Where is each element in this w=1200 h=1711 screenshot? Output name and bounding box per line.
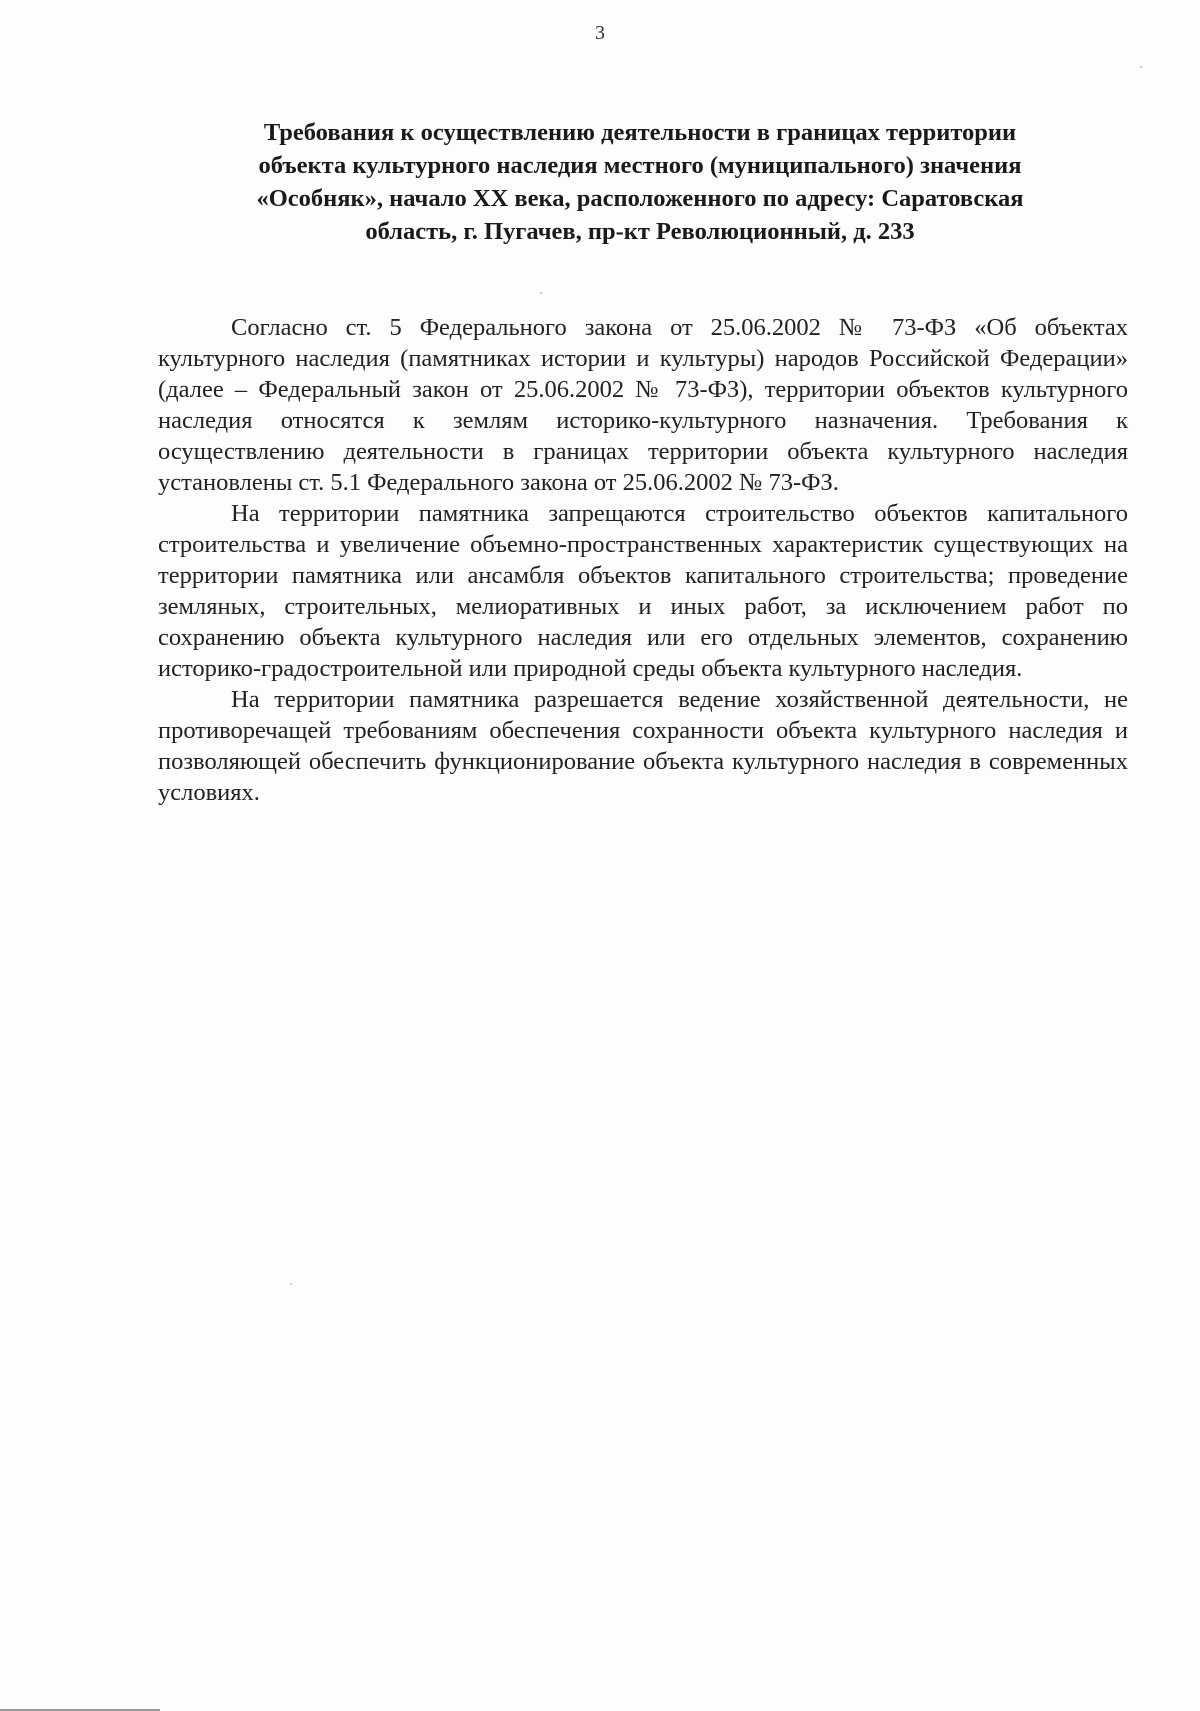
scan-speck [1140,66,1142,68]
paragraph: На территории памятника запрещаются строительство объектов капитального строительства и увеличение объемно-пространственных характеристик существующих на территории памятника или ансамбля объектов капитального строительства; проведение земляных, строительных, мелиоративных и иных работ, за исключением работ по сохранению объекта культурного наследия или его отдельных элементов, сохранению историко-градостроительной или природной среды объекта культурного наследия. [158,500,1128,682]
page-number: 3 [595,22,605,44]
scan-speck [540,292,542,294]
title-line: объекта культурного наследия местного (муниципального) значения [258,152,1022,179]
title-line: Требования к осуществлению деятельности в границах территории [263,119,1017,146]
paragraph: Согласно ст. 5 Федерального закона от 25.06.2002 № 73-ФЗ «Об объектах культурного наследия (памятниках истории и культуры) народов Российской Федерации» (далее – Федеральный закон от 25.06.2002 № 73-ФЗ), территории объектов культурного наследия относятся к землям историко-культурного назначения. Требования к осуществлению деятельности в границах территории объекта культурного наследия установлены ст. 5.1 Федерального закона от 25.06.2002 № 73-ФЗ. [158,314,1128,496]
paragraph: На территории памятника разрешается ведение хозяйственной деятельности, не противоречащей требованиям обеспечения сохранности объекта культурного наследия и позволяющей обеспечить функционирование объекта культурного наследия в современных условиях. [158,686,1128,806]
title-line: «Особняк», начало XX века, расположенного по адресу: Саратовская [256,185,1024,212]
document-body [158,312,1128,808]
scan-speck [290,1283,292,1285]
title-line: область, г. Пугачев, пр-кт Революционный, д. 233 [365,218,915,245]
document-title [160,116,1120,248]
